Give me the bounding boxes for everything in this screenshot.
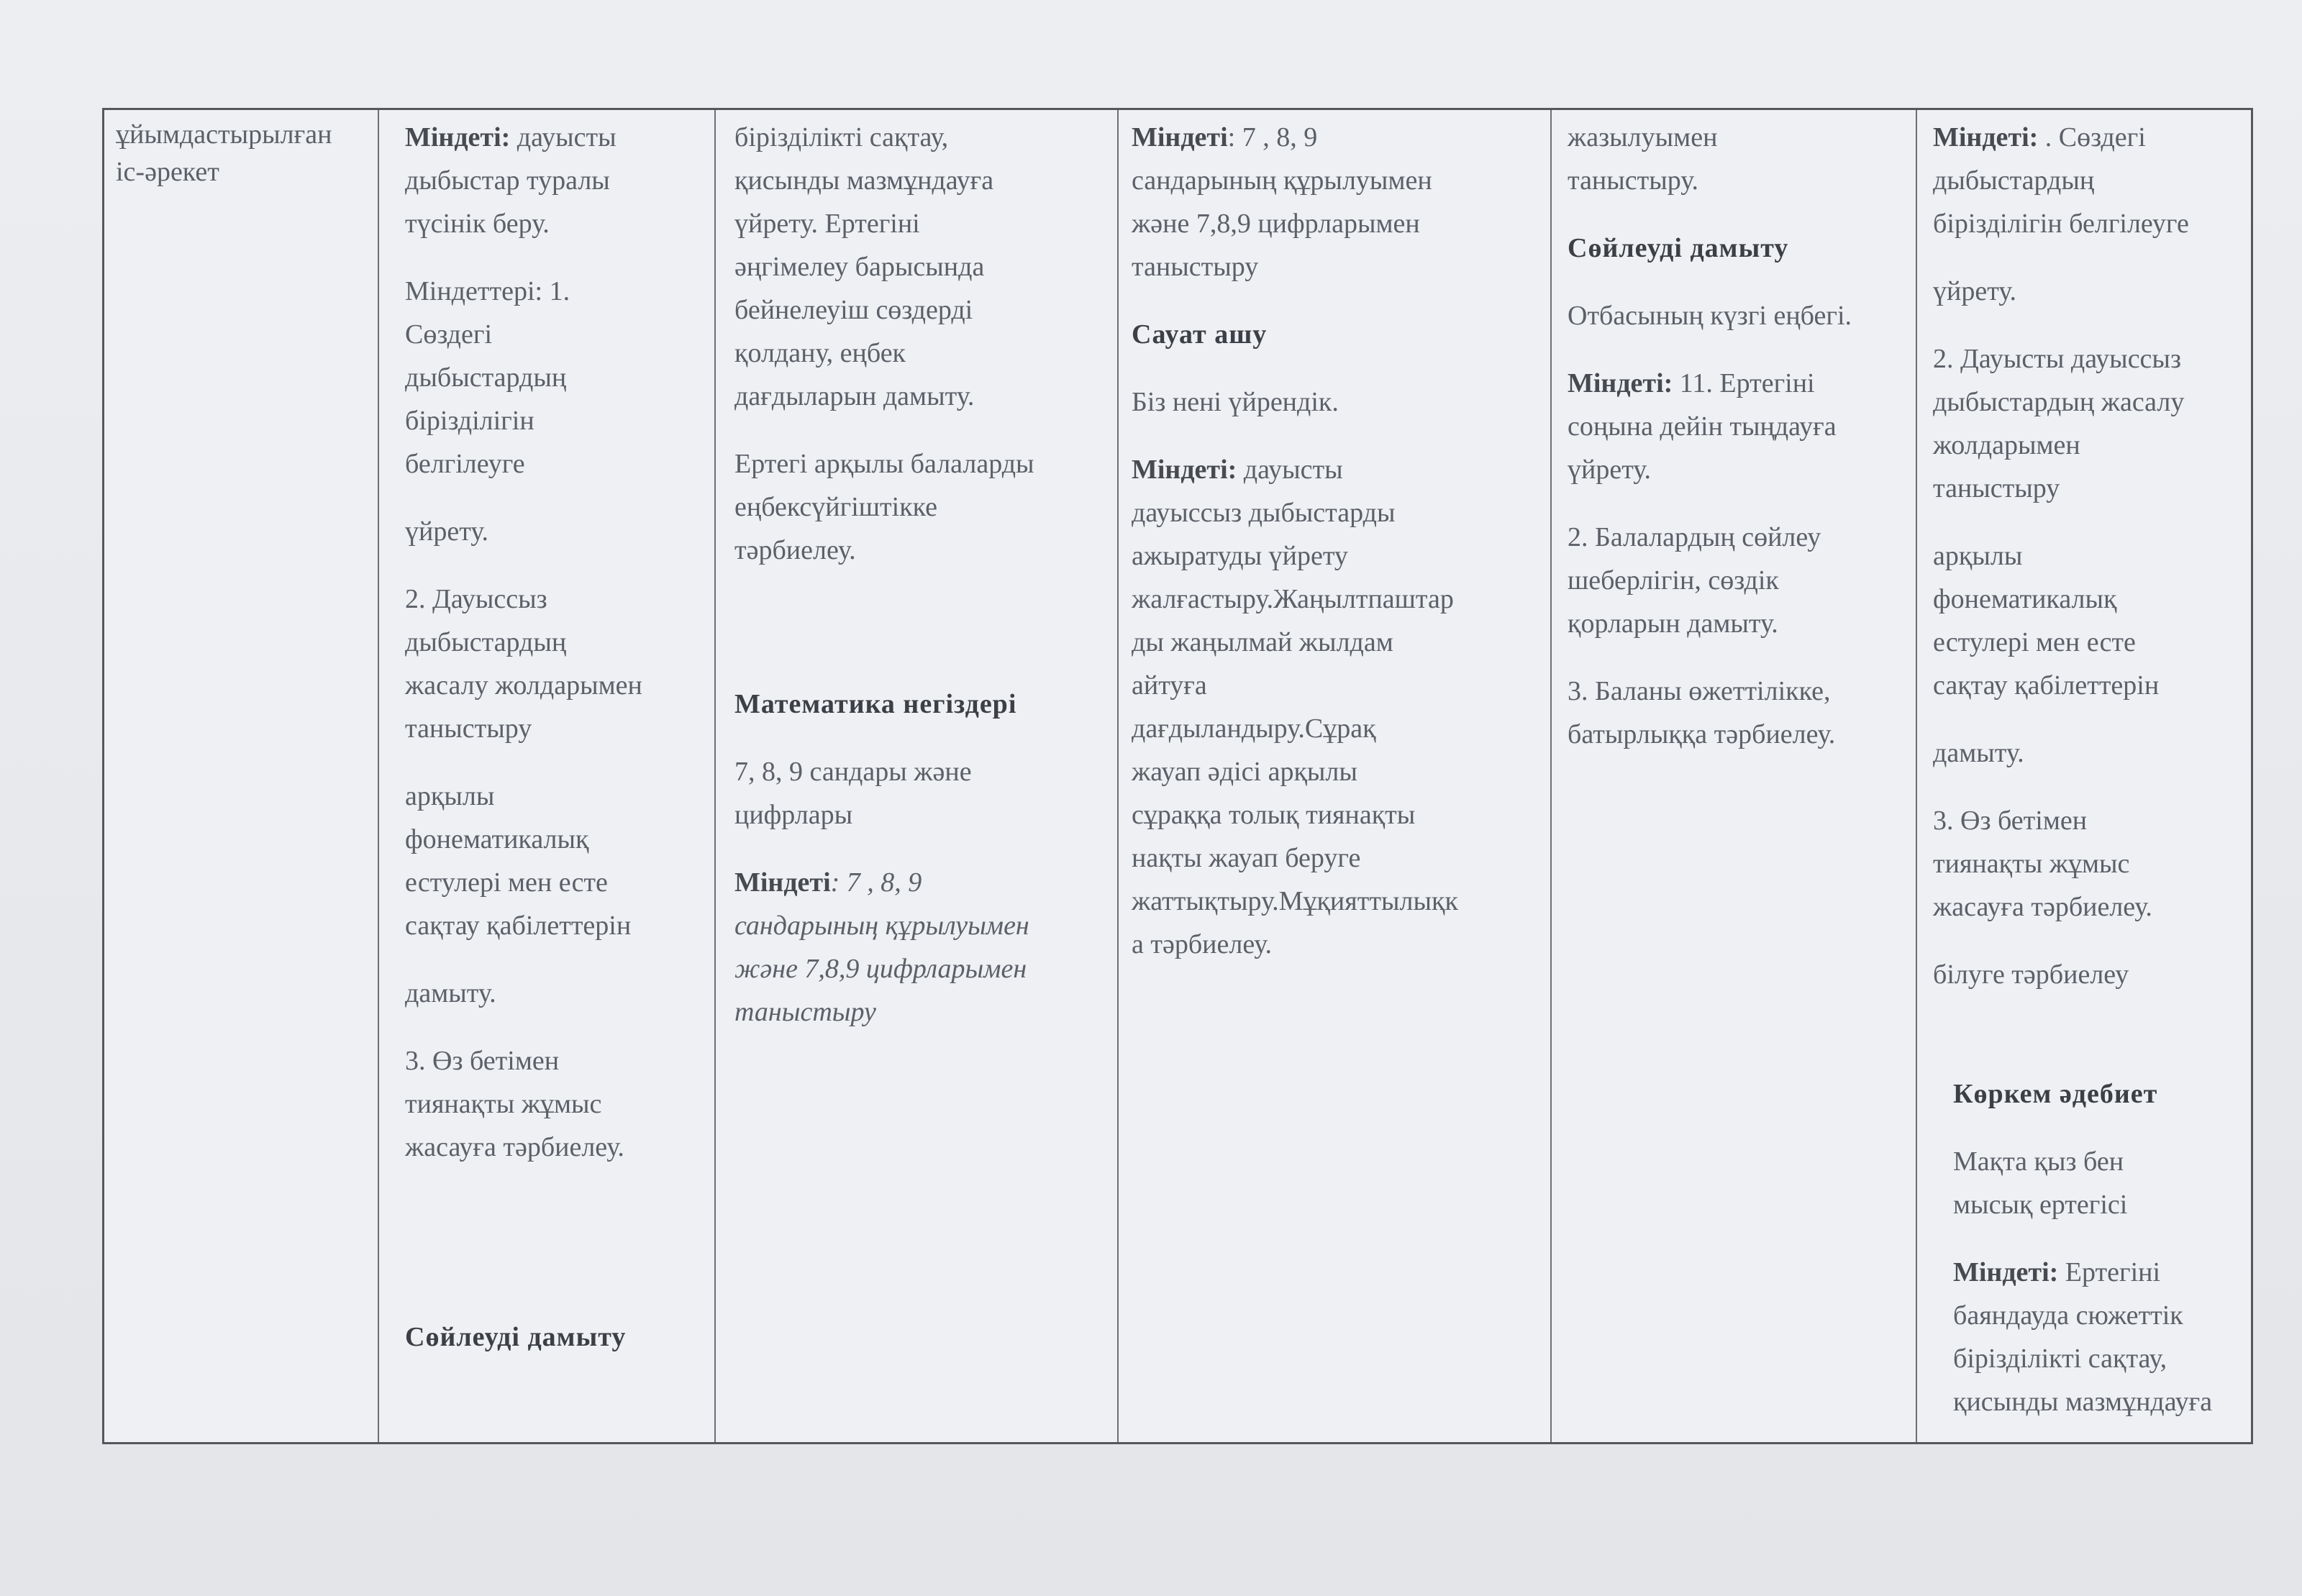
task-label: Міндеті (734, 867, 831, 898)
task-text: : 7 , 8, 9 сандарының құрылуымен және 7,8,9 цифрларымен таныстыру (1132, 122, 1432, 282)
cell-paragraph: арқылы фонематикалық естулері мен есте сақтау қабілеттерін (1933, 541, 2160, 701)
table-cell-literacy-lesson (1119, 110, 1552, 1442)
cell-paragraph: Ертегі арқылы балаларды еңбексүйгіштікке тәрбиелеу. (734, 449, 1034, 565)
cell-paragraph: білуге тәрбиелеу (1933, 959, 2129, 990)
lesson-plan-table (102, 108, 2253, 1444)
cell-paragraph: Міндеттері: 1. Сөздегі дыбыстардың бірізділігін белгілеуге (405, 276, 570, 479)
cell-paragraph: Біз нені үйрендік. (1132, 387, 1339, 417)
task-text: . Сөздегі дыбыстардың бірізділігін белгілеуге (1933, 122, 2189, 239)
cell-paragraph: дамыту. (405, 978, 496, 1008)
cell-paragraph: дамыту. (1933, 738, 2024, 768)
section-heading: Сауат ашу (1132, 319, 1268, 350)
task-label: Міндеті: (1953, 1257, 2059, 1287)
cell-paragraph: бірізділікті сақтау, қисынды мазмұндауға үйрету. Ертегіні әңгімелеу барысында бейнелеуіш сөздерді қолдану, еңбек дағдыларын дамыту. (734, 122, 994, 411)
section-heading: Сөйлеуді дамыту (405, 1322, 627, 1352)
task-label: Міндеті: (1568, 368, 1673, 398)
cell-paragraph: 2. Дауысты дауыссыз дыбыстардың жасалу жолдарымен таныстыру (1933, 344, 2185, 503)
task-label: Міндеті: (1132, 455, 1237, 485)
cell-paragraph: жазылуымен таныстыру. (1568, 122, 1718, 196)
cell-paragraph: арқылы фонематикалық естулері мен есте сақтау қабілеттерін (405, 781, 632, 941)
task-label: Міндеті: (1933, 122, 2039, 152)
section-heading: Көркем әдебиет (1953, 1079, 2158, 1109)
task-text: дауысты дыбыстар туралы түсінік беру. (405, 122, 617, 239)
task-text: 11. Ертегіні соңына дейін тыңдауға үйрету. (1568, 368, 1837, 485)
task-text: дауысты дауыссыз дыбыстарды ажыратуды үйрету жалғастыру.Жаңылтпаштар ды жаңылмай жылдам айтуға дағдыландыру.Сұрақ жауап әдісі арқылы сұраққа толық тиянақты нақты жауап беруге жаттықтыру.Мұқияттылықк а тәрбиелеу. (1132, 455, 1458, 959)
table-cell-math-lesson (716, 110, 1119, 1442)
task-text: : 7 , 8, 9 сандарының құрылуымен және 7,8,9 цифрларымен таныстыру (734, 867, 1029, 1027)
cell-paragraph: 7, 8, 9 сандары және цифрлары (734, 757, 972, 830)
table-cell-speech-lesson (1552, 110, 1917, 1442)
cell-paragraph: үйрету. (1933, 276, 2017, 306)
cell-paragraph: 3. Баланы өжеттілікке, батырлыққа тәрбиелеу. (1568, 676, 1836, 749)
cell-paragraph (1568, 362, 1903, 491)
cell-paragraph (1132, 116, 1537, 288)
cell-paragraph (1132, 448, 1537, 966)
cell-paragraph: Отбасының күзгі еңбегі. (1568, 301, 1852, 331)
cell-paragraph (405, 116, 701, 245)
section-heading: Математика негіздері (734, 689, 1017, 719)
task-text: Ертегіні баяндауда сюжеттік бірізділікті сақтау, қисынды мазмұндауға (1953, 1257, 2213, 1417)
cell-paragraph: 3. Өз бетімен тиянақты жұмыс жасауға тәрбиелеу. (1933, 806, 2152, 922)
cell-paragraph: 2. Дауыссыз дыбыстардың жасалу жолдарымен таныстыру (405, 584, 642, 744)
table-cell-sound-lesson (379, 110, 716, 1442)
table-cell-literature-lesson (1917, 110, 2255, 1442)
cell-paragraph: 2. Балалардың сөйлеу шеберлігін, сөздік қорларын дамыту. (1568, 522, 1821, 639)
cell-paragraph (1933, 116, 2242, 245)
cell-paragraph: үйрету. (405, 516, 489, 547)
section-heading: Сөйлеуді дамыту (1568, 233, 1789, 263)
cell-paragraph: Мақта қыз бен мысық ертегісі (1953, 1146, 2128, 1220)
task-label: Міндеті: (405, 122, 511, 152)
activity-label: ұйымдастырылған іс-әрекет (116, 119, 332, 187)
cell-paragraph (1933, 1251, 2242, 1423)
table-cell-activity-label (104, 110, 379, 1442)
cell-paragraph: 3. Өз бетімен тиянақты жұмыс жасауға тәрбиелеу. (405, 1046, 624, 1162)
task-label: Міндеті (1132, 122, 1228, 152)
cell-paragraph (734, 861, 1104, 1034)
